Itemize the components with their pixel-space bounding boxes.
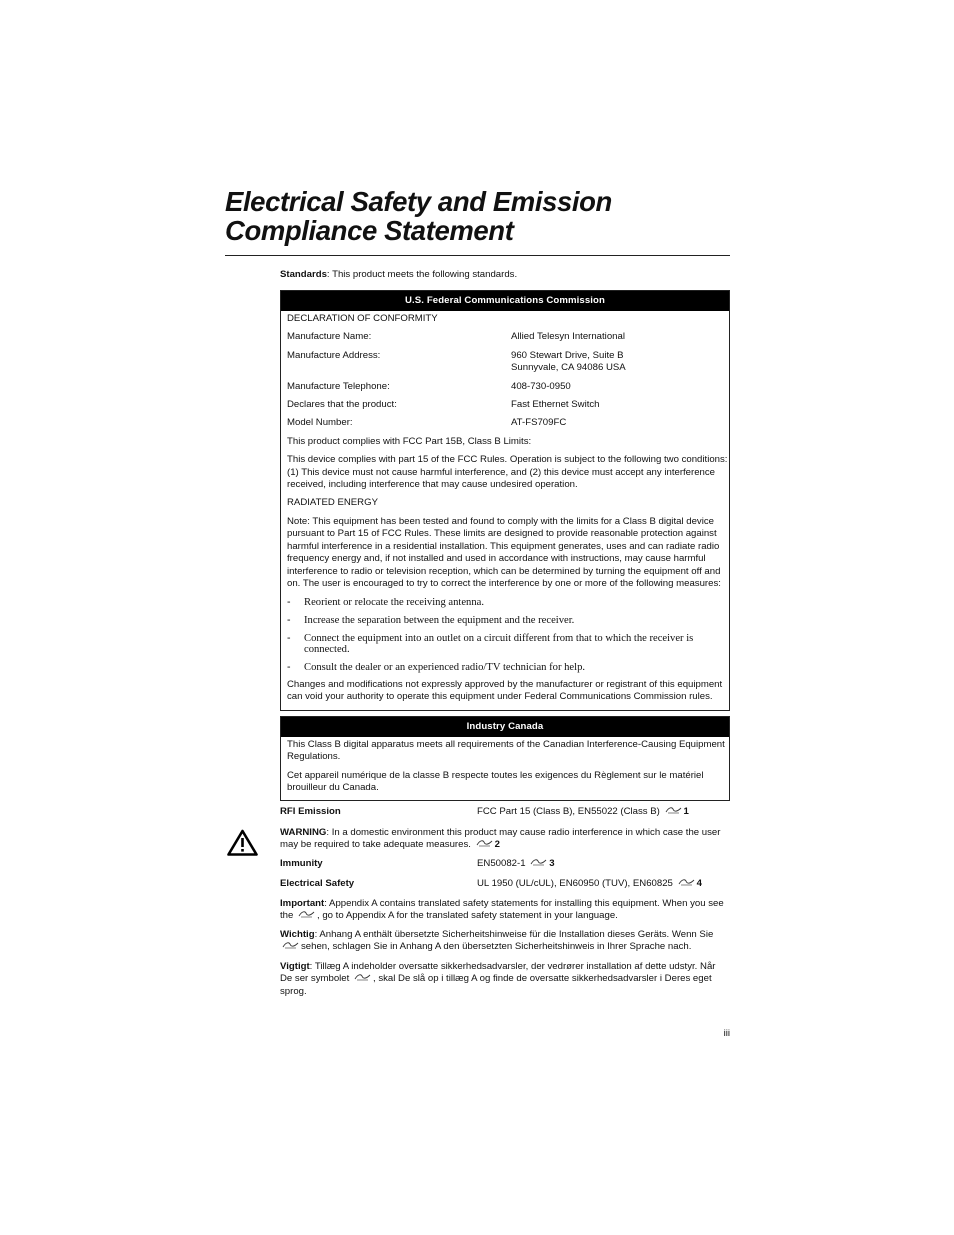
immunity-value: EN50082-1 bbox=[477, 858, 526, 869]
page-number: iii bbox=[723, 1028, 730, 1039]
rfi-ref-number: 1 bbox=[683, 806, 689, 817]
wichtig-text-before: : Anhang A enthält übersetzte Sicherheitshinweise für die Installation dieses Geräts. Wenn Sie bbox=[314, 929, 714, 940]
immunity-ref-number: 3 bbox=[549, 858, 555, 869]
rfi-value: FCC Part 15 (Class B), EN55022 (Class B) bbox=[477, 806, 660, 817]
immunity-label: Immunity bbox=[280, 858, 323, 869]
important-label: Important bbox=[280, 898, 325, 909]
fcc-row-value: AT-FS709FC bbox=[511, 417, 567, 429]
rfi-label: RFI Emission bbox=[280, 806, 341, 817]
measure-text: Connect the equipment into an outlet on a circuit different from that to which the receiver is connected. bbox=[304, 633, 694, 656]
vigtigt-text-before: : Tillæg A indeholder oversatte sikkerhedsadvarsler, der vedrører installation af dette udstyr. Når De ser symbolet bbox=[280, 961, 716, 985]
immunity-row bbox=[280, 858, 730, 870]
page-title: Electrical Safety and Emission Compliance Statement bbox=[225, 186, 612, 246]
vigtigt-text-after: , skal De slå op i tillæg A og finde de oversatte sikkerhedsadvarsler i Deres eget sprog. bbox=[280, 973, 712, 997]
important-note bbox=[280, 898, 730, 923]
measure-text: Reorient or relocate the receiving antenna. bbox=[304, 596, 485, 608]
standards-label: Standards bbox=[280, 269, 327, 280]
fcc-row-key: Manufacture Telephone: bbox=[287, 380, 390, 392]
vigtigt-note bbox=[280, 961, 730, 998]
list-item: - Connect the equipment into an outlet on a circuit different from that to which the receiver is connected. bbox=[287, 633, 729, 655]
fcc-row-value-line2: Sunnyvale, CA 94086 USA bbox=[511, 362, 626, 374]
wichtig-text-after: sehen, schlagen Sie in Anhang A den übersetzten Sicherheitshinweis in Ihrer Sprache nach. bbox=[301, 941, 692, 953]
fcc-row-telephone bbox=[287, 381, 729, 393]
important-text-after: , go to Appendix A for the translated safety statement in your language. bbox=[317, 910, 618, 922]
canada-header: Industry Canada bbox=[281, 717, 729, 737]
declaration-heading: DECLARATION OF CONFORMITY bbox=[287, 313, 438, 324]
electrical-safety-value: UL 1950 (UL/cUL), EN60950 (TUV), EN60825 bbox=[477, 878, 673, 889]
fcc-changes-text: Changes and modifications not expressly approved by the manufacturer or registrant of this equipment can void your authority to operate this equipment under Federal Communications Commission rules. bbox=[287, 678, 723, 703]
fcc-row-key: Manufacture Address: bbox=[287, 349, 381, 361]
translation-reference-icon bbox=[678, 878, 695, 886]
standards-line bbox=[280, 269, 730, 281]
fcc-box bbox=[280, 290, 730, 711]
translation-reference-icon bbox=[354, 973, 371, 981]
fcc-complies-text: This product complies with FCC Part 15B, Class B Limits: bbox=[287, 435, 532, 447]
title-rule bbox=[225, 255, 730, 256]
translation-reference-icon bbox=[476, 839, 493, 847]
important-text-before: : Appendix A contains translated safety statements for installing this equipment. When you see the bbox=[280, 898, 724, 922]
electrical-safety-label: Electrical Safety bbox=[280, 878, 355, 889]
fcc-row-value: 960 Stewart Drive, Suite B bbox=[511, 349, 624, 361]
fcc-row-value: 408-730-0950 bbox=[511, 380, 571, 392]
fcc-row-key: Manufacture Name: bbox=[287, 331, 372, 343]
rfi-emission-row bbox=[280, 806, 730, 818]
fcc-header: U.S. Federal Communications Commission bbox=[281, 291, 729, 311]
electrical-safety-ref-number: 4 bbox=[696, 878, 702, 889]
vigtigt-label: Vigtigt bbox=[280, 961, 310, 972]
translation-reference-icon bbox=[298, 910, 315, 918]
fcc-row-value: Allied Telesyn International bbox=[511, 331, 625, 343]
warning-body: : In a domestic environment this product may cause radio interference in which case the user may be required to take adequate measures. bbox=[280, 827, 721, 851]
canada-french-text: Cet appareil numérique de la classe B respecte toutes les exigences du Règlement sur le matériel brouilleur du Canada. bbox=[287, 769, 704, 794]
wichtig-note bbox=[280, 929, 730, 954]
fcc-device-text: This device complies with part 15 of the FCC Rules. Operation is subject to the following two conditions: (1) This device must not cause harmful interference, and (2) this device must accept any interference received, including interference that may cause undesired operation. bbox=[287, 454, 728, 491]
fcc-row-product bbox=[287, 399, 729, 411]
list-item: - Consult the dealer or an experienced radio/TV technician for help. bbox=[287, 660, 586, 673]
fcc-row-model bbox=[287, 417, 729, 429]
fcc-note-text: Note: This equipment has been tested and found to comply with the limits for a Class B digital device pursuant to Part 15 of FCC Rules. These limits are designed to provide reasonable protection against harmful interference in a residential installation. This equipment generates, uses and can radiate radio frequency energy and, if not installed and used in accordance with instructions, may cause harmful interference to radio or television reception, which can be determined by turning the equipment off and on. The user is encouraged to try to correct the interference by one or more of the following measures: bbox=[287, 515, 721, 589]
measure-text: Increase the separation between the equipment and the receiver. bbox=[304, 615, 575, 627]
canada-box bbox=[280, 716, 730, 801]
wichtig-label: Wichtig bbox=[280, 929, 315, 940]
list-item: - Increase the separation between the equipment and the receiver. bbox=[287, 614, 575, 627]
measure-text: Consult the dealer or an experienced radio/TV technician for help. bbox=[304, 661, 586, 673]
warning-triangle-icon bbox=[227, 829, 258, 856]
fcc-row-value: Fast Ethernet Switch bbox=[511, 399, 600, 411]
canada-english-text: This Class B digital apparatus meets all requirements of the Canadian Interference-Causing Equipment Regulations. bbox=[287, 739, 725, 763]
fcc-row-key: Model Number: bbox=[287, 417, 353, 429]
standards-text: : This product meets the following standards. bbox=[326, 269, 518, 280]
translation-reference-icon bbox=[530, 858, 547, 866]
list-item: - Reorient or relocate the receiving antenna. bbox=[287, 595, 485, 608]
fcc-row-name bbox=[287, 331, 729, 343]
translation-reference-icon bbox=[282, 941, 299, 949]
electrical-safety-row bbox=[280, 878, 730, 890]
warning-label: WARNING bbox=[280, 827, 327, 838]
fcc-row-address bbox=[287, 350, 729, 375]
warning-ref-number: 2 bbox=[494, 839, 500, 851]
warning-text bbox=[280, 827, 730, 852]
translation-reference-icon bbox=[665, 806, 682, 814]
fcc-row-key: Declares that the product: bbox=[287, 399, 397, 411]
radiated-energy-heading: RADIATED ENERGY bbox=[287, 497, 378, 509]
